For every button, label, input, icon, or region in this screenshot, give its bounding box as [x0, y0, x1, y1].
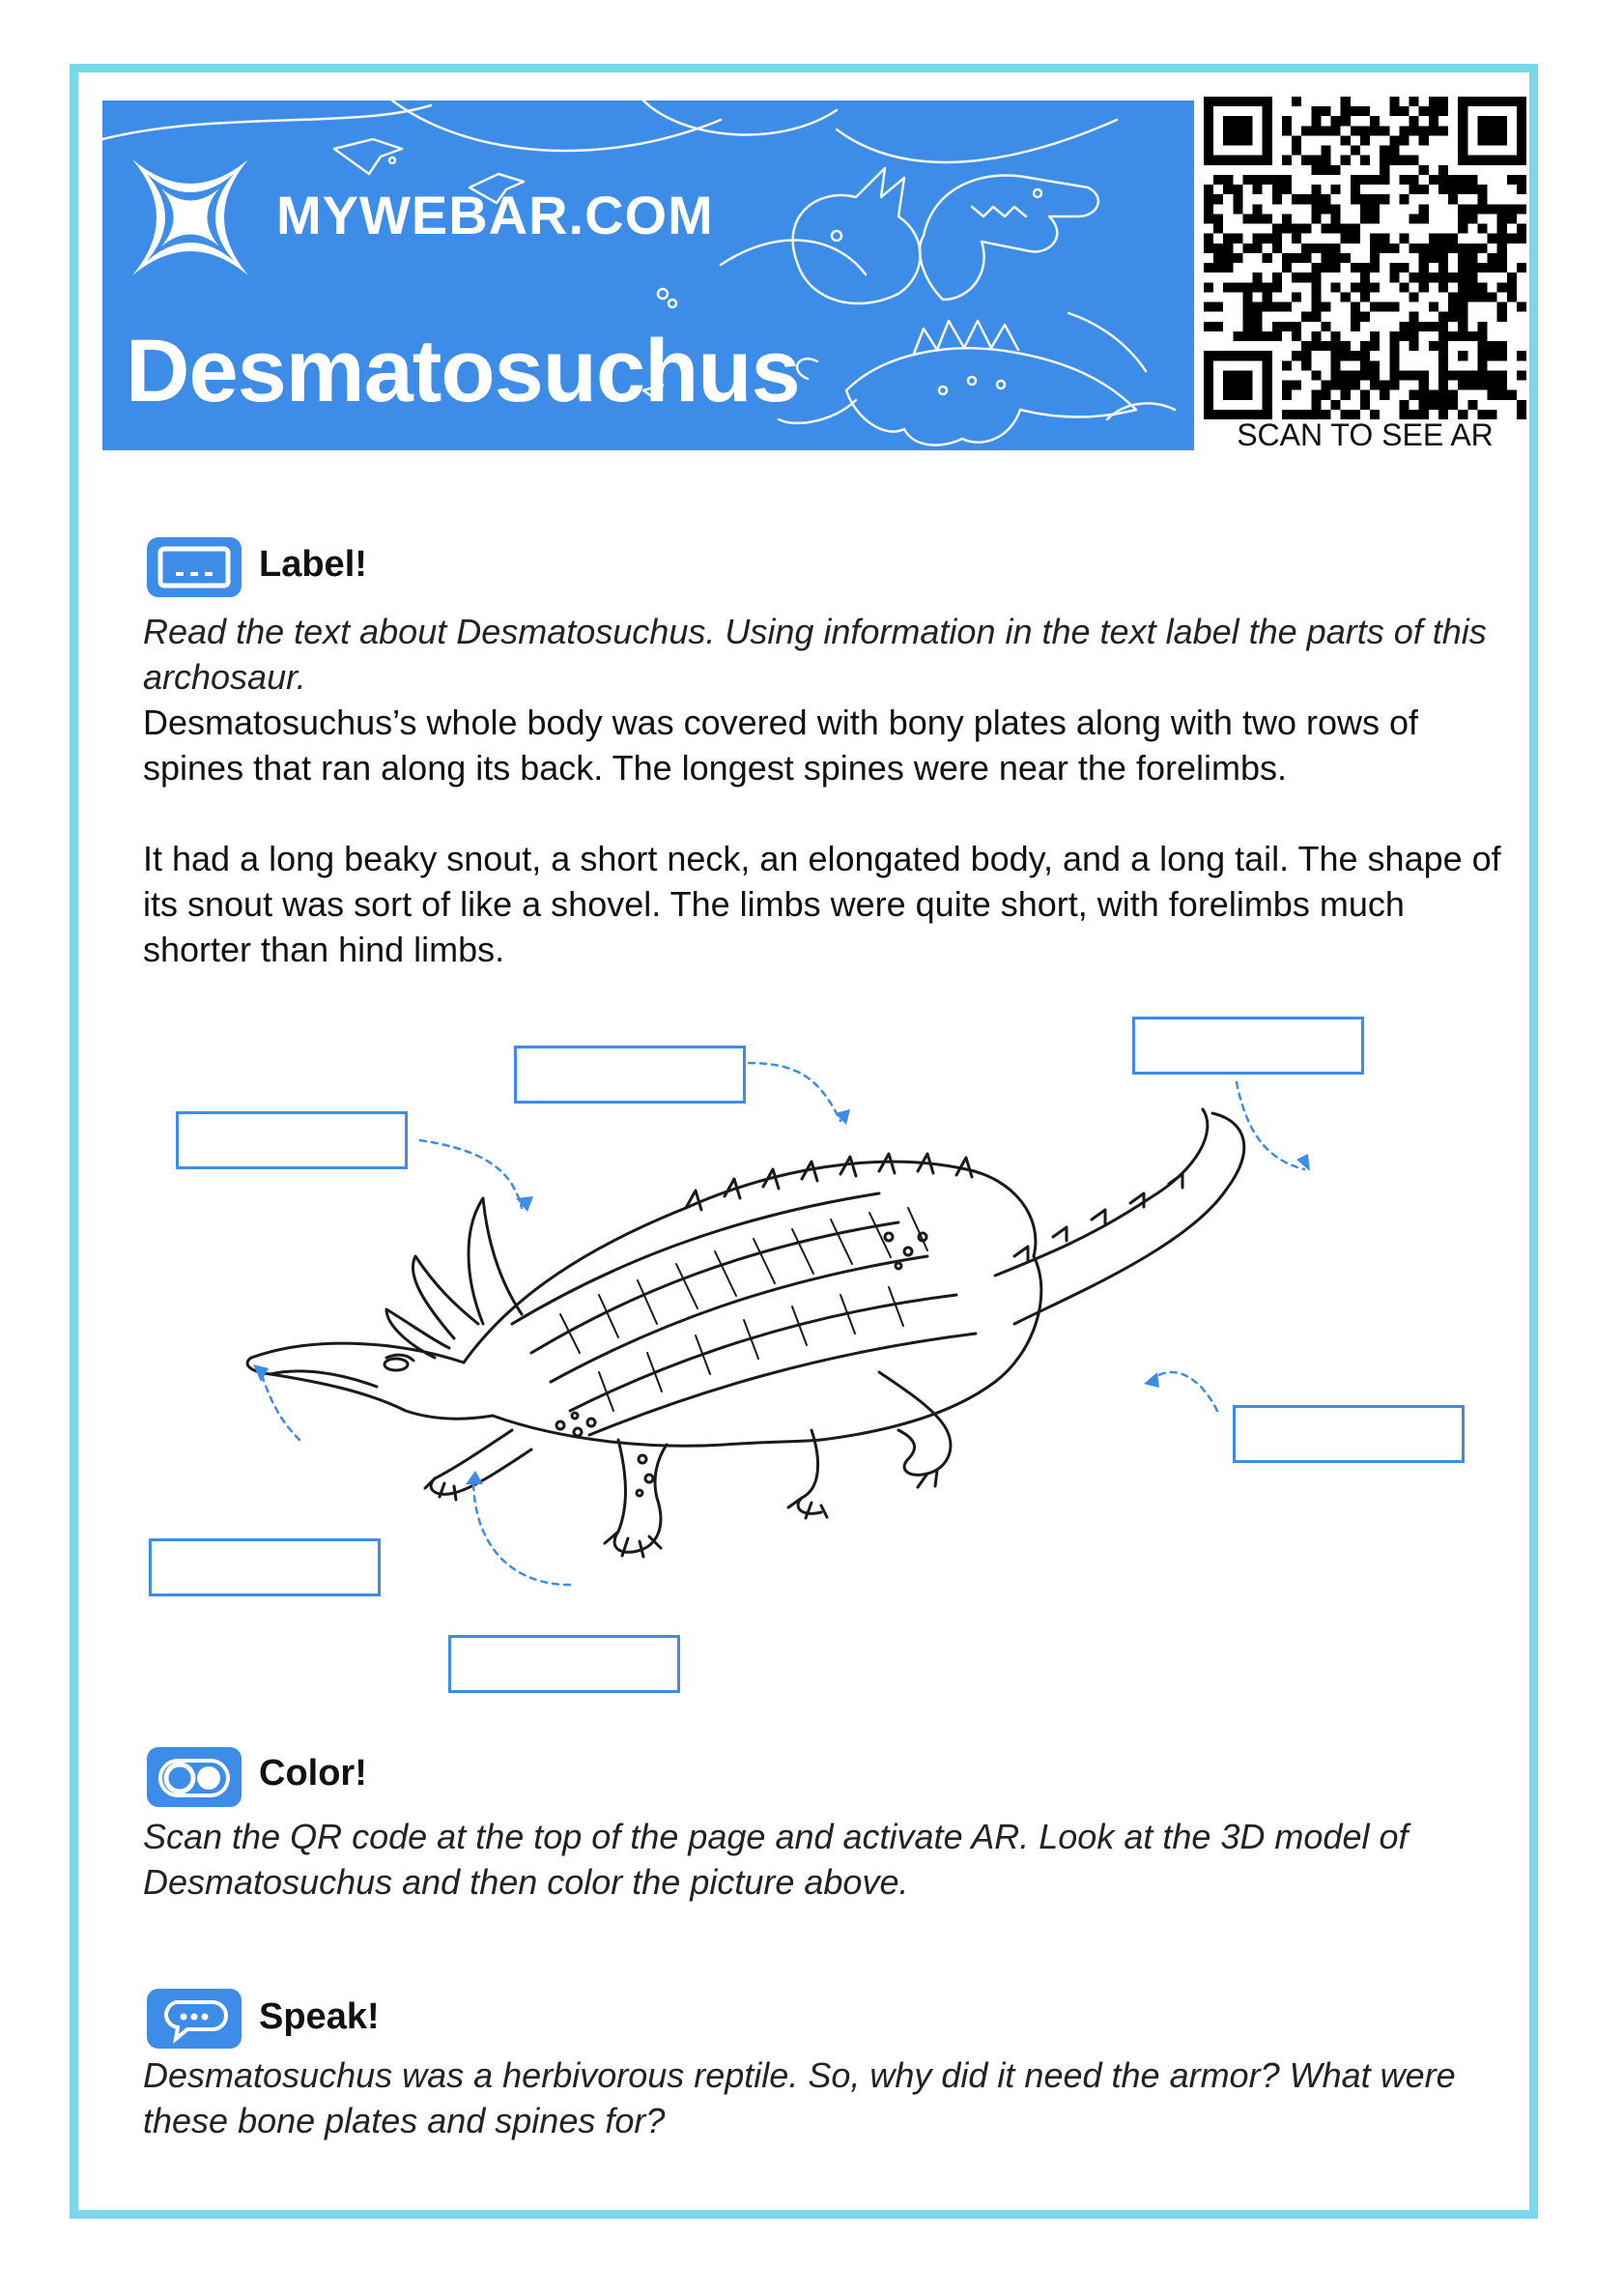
label-box-spines[interactable] [176, 1111, 408, 1169]
brand-name[interactable]: MYWEBAR.COM [276, 185, 714, 245]
label-box-snout[interactable] [149, 1538, 381, 1596]
speak-heading: Speak! [259, 1996, 380, 2037]
speech-bubble-icon [147, 1989, 242, 2049]
header-banner [102, 100, 1194, 450]
mywebar-logo-icon [128, 155, 253, 280]
label-box-neck[interactable] [448, 1635, 680, 1693]
label-box-hind-limbs[interactable] [1233, 1405, 1465, 1463]
color-heading: Color! [259, 1753, 367, 1794]
page-title: Desmatosuchus [126, 322, 800, 420]
speak-instruction: Desmatosuchus was a herbivorous reptile. So, why did it need the armor? What were these bone plates and spines for? [143, 2055, 1456, 2140]
qr-caption: SCAN TO SEE AR [1237, 417, 1494, 452]
label-instruction: Read the text about Desmatosuchus. Using information in the text label the parts of this archosaur. [143, 612, 1487, 697]
label-paragraph-1: Desmatosuchus’s whole body was covered with bony plates along with two rows of spines that ran along its back. The longest spines were near the forelimbs. [143, 703, 1419, 788]
label-paragraph-2: It had a long beaky snout, a short neck, an elongated body, and a long tail. The shape of its snout was sort of like a shovel. The limbs were quite short, with forelimbs much shorter than hind limbs. [143, 839, 1501, 969]
label-box-tail[interactable] [1132, 1017, 1364, 1075]
toggle-icon [147, 1747, 242, 1807]
color-instruction: Scan the QR code at the top of the page and activate AR. Look at the 3D model of Desmatosuchus and then color the picture above. [143, 1817, 1409, 1902]
qr-code[interactable] [1204, 97, 1526, 419]
label-heading: Label! [259, 544, 367, 585]
label-box-body[interactable] [514, 1046, 746, 1104]
label-icon [147, 537, 242, 597]
